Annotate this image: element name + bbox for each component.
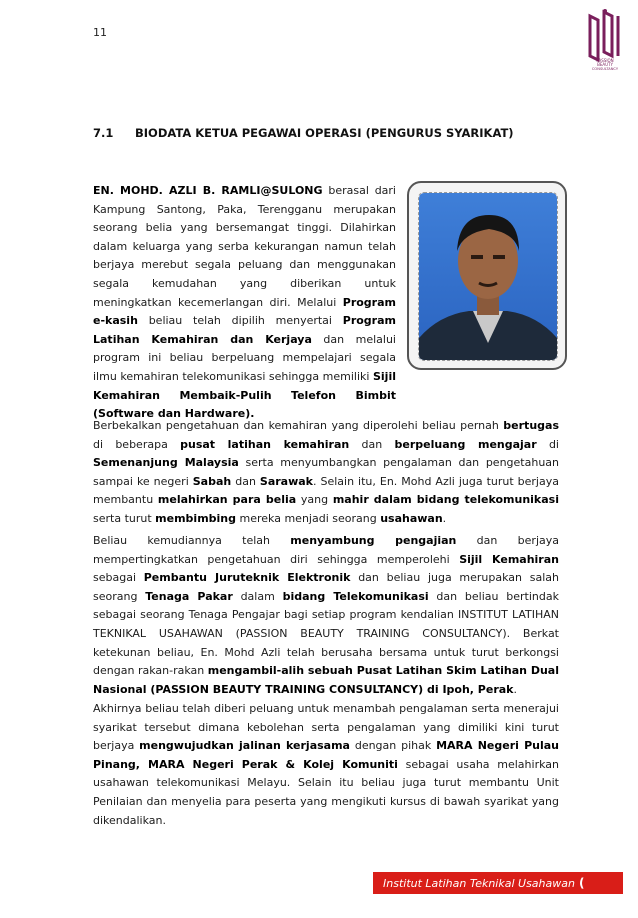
text-run: dan beliau juga merupakan salah seorang [93,571,559,603]
biodata-paragraph-2 [93,417,559,529]
text-run: dan [231,474,260,488]
text-run: dan berjaya mempertingkatkan pengetahuan diri sehingga memperolehi [93,534,559,566]
bold-text-run: mahir dalam bidang telekomunikasi [332,493,559,507]
text-run: dan beliau bertindak sebagai seorang Tenaga Pengajar bagi setiap program kendalian INSTITUT LATIHAN TEKNIKAL USAHAWAN (PASSION BEAUTY TRAINING CONSULTANCY). Berkat ketekunan beliau, En. Mohd Azli telah berusaha bersama untuk turut berkongsi dengan rakan-rakan [93,589,559,678]
bold-text-run: Sabah [192,474,232,488]
bold-text-run: mengwujudkan jalinan kerjasama [139,739,350,753]
logo-text-line3: CONSULTANCY [591,67,619,71]
text-run: serta turut [93,511,156,525]
text-run: dengan pihak [349,739,437,753]
bold-text-run: pusat latihan kemahiran [180,437,350,451]
text-run: sebagai usaha melahirkan usahawan telekomunikasi Melayu. Selain itu beliau juga turut membantu Unit Penilaian dan menyelia para peserta yang mengikuti kursus di bawah syarikat yang dikendalikan. [93,757,559,827]
text-run: beliau telah dipilih menyertai [137,314,343,328]
bold-text-run: membimbing [155,511,237,525]
bold-text-run: Sijil Kemahiran [459,552,559,566]
text-run: dan [349,437,395,451]
text-run: dan melalui program ini beliau berpeluang mempelajari segala ilmu kemahiran telekomunikasi sehingga memiliki [93,332,396,383]
footer-banner [373,872,623,913]
section-heading [93,126,514,140]
biodata-paragraph-1 [93,182,396,424]
biodata-paragraph-4 [93,700,559,830]
bold-text-run: Tenaga Pakar [145,589,233,603]
bold-text-run: Sijil Kemahiran Membaik-Pulih Telefon Bimbit (Software dan Hardware). [93,369,396,421]
bold-text-run: mengambil-alih sebuah Pusat Latihan Skim Latihan Dual Nasional (PASSION BEAUTY TRAINING CONSULTANCY) di Ipoh, Perak [93,664,559,696]
logo-text-line1: PASSION [596,58,614,63]
bold-text-run: Semenanjung Malaysia [93,456,239,470]
text-run: . [513,682,517,696]
bold-text-run: Pembantu Juruteknik Elektronik [143,571,351,585]
bold-text-run: berpeluang mengajar [394,437,537,451]
bold-text-run: MARA Negeri Pulau Pinang, MARA Negeri Perak & Kolej Komuniti [93,739,559,771]
bold-text-run: Program e-kasih [93,295,396,328]
text-run: di beberapa [93,437,181,451]
section-title: BIODATA KETUA PEGAWAI OPERASI (PENGURUS SYARIKAT) [135,126,514,140]
text-run: . [442,511,447,525]
bold-text-run: melahirkan para belia [157,493,297,507]
text-run: Beliau kemudiannya telah [93,534,291,547]
page-number: 11 [93,26,107,39]
bold-text-run: bidang Telekomunikasi [282,589,429,603]
bold-text-run: usahawan [380,511,443,525]
biodata-paragraph-3 [93,532,559,699]
bold-text-run: Sarawak [259,474,313,488]
footer-institute: Institut Latihan Teknikal Usahawan [383,877,575,890]
text-run: dalam [232,589,283,603]
text-run: mereka menjadi seorang [236,511,381,525]
text-run: serta menyumbangkan pengalaman dan pengetahuan sampai ke negeri [93,456,559,488]
text-run: yang [296,493,333,507]
text-run: Berbekalkan pengetahuan dan kemahiran yang diperolehi beliau pernah [93,419,504,432]
footer-tag: ( PBTC ) [373,876,585,913]
bold-text-run: bertugas [503,419,559,432]
text-run: berasal dari Kampung Santong, Paka, Terengganu merupakan seorang belia yang bersemangat tinggi. Dilahirkan dalam keluarga yang serba kekurangan namun telah berjaya merebut segala peluang dan menggunakan segala kemudahan yang diberikan untuk meningkatkan kecemerlangan diri. Melalui [93,184,396,309]
company-logo [584,8,626,72]
bold-text-run: Program Latihan Kemahiran dan Kerjaya [93,314,396,346]
profile-photo [418,192,558,361]
profile-photo-frame [407,181,567,370]
bold-text-run: EN. MOHD. AZLI B. RAMLI@SULONG [93,184,323,197]
logo-text-line2: BEAUTY [597,62,613,67]
section-number: 7.1 [93,126,114,140]
text-run: di [536,437,559,451]
text-run: Akhirnya beliau telah diberi peluang untuk menambah pengalaman serta menerajui syarikat tersebut dimana kebolehan serta pengalaman yang dimiliki kini turut berjaya [93,702,559,753]
bold-text-run: menyambung pengajian [290,534,457,547]
text-run: sebagai [93,571,144,585]
text-run: . Selain itu, En. Mohd Azli juga turut berjaya membantu [93,474,559,507]
